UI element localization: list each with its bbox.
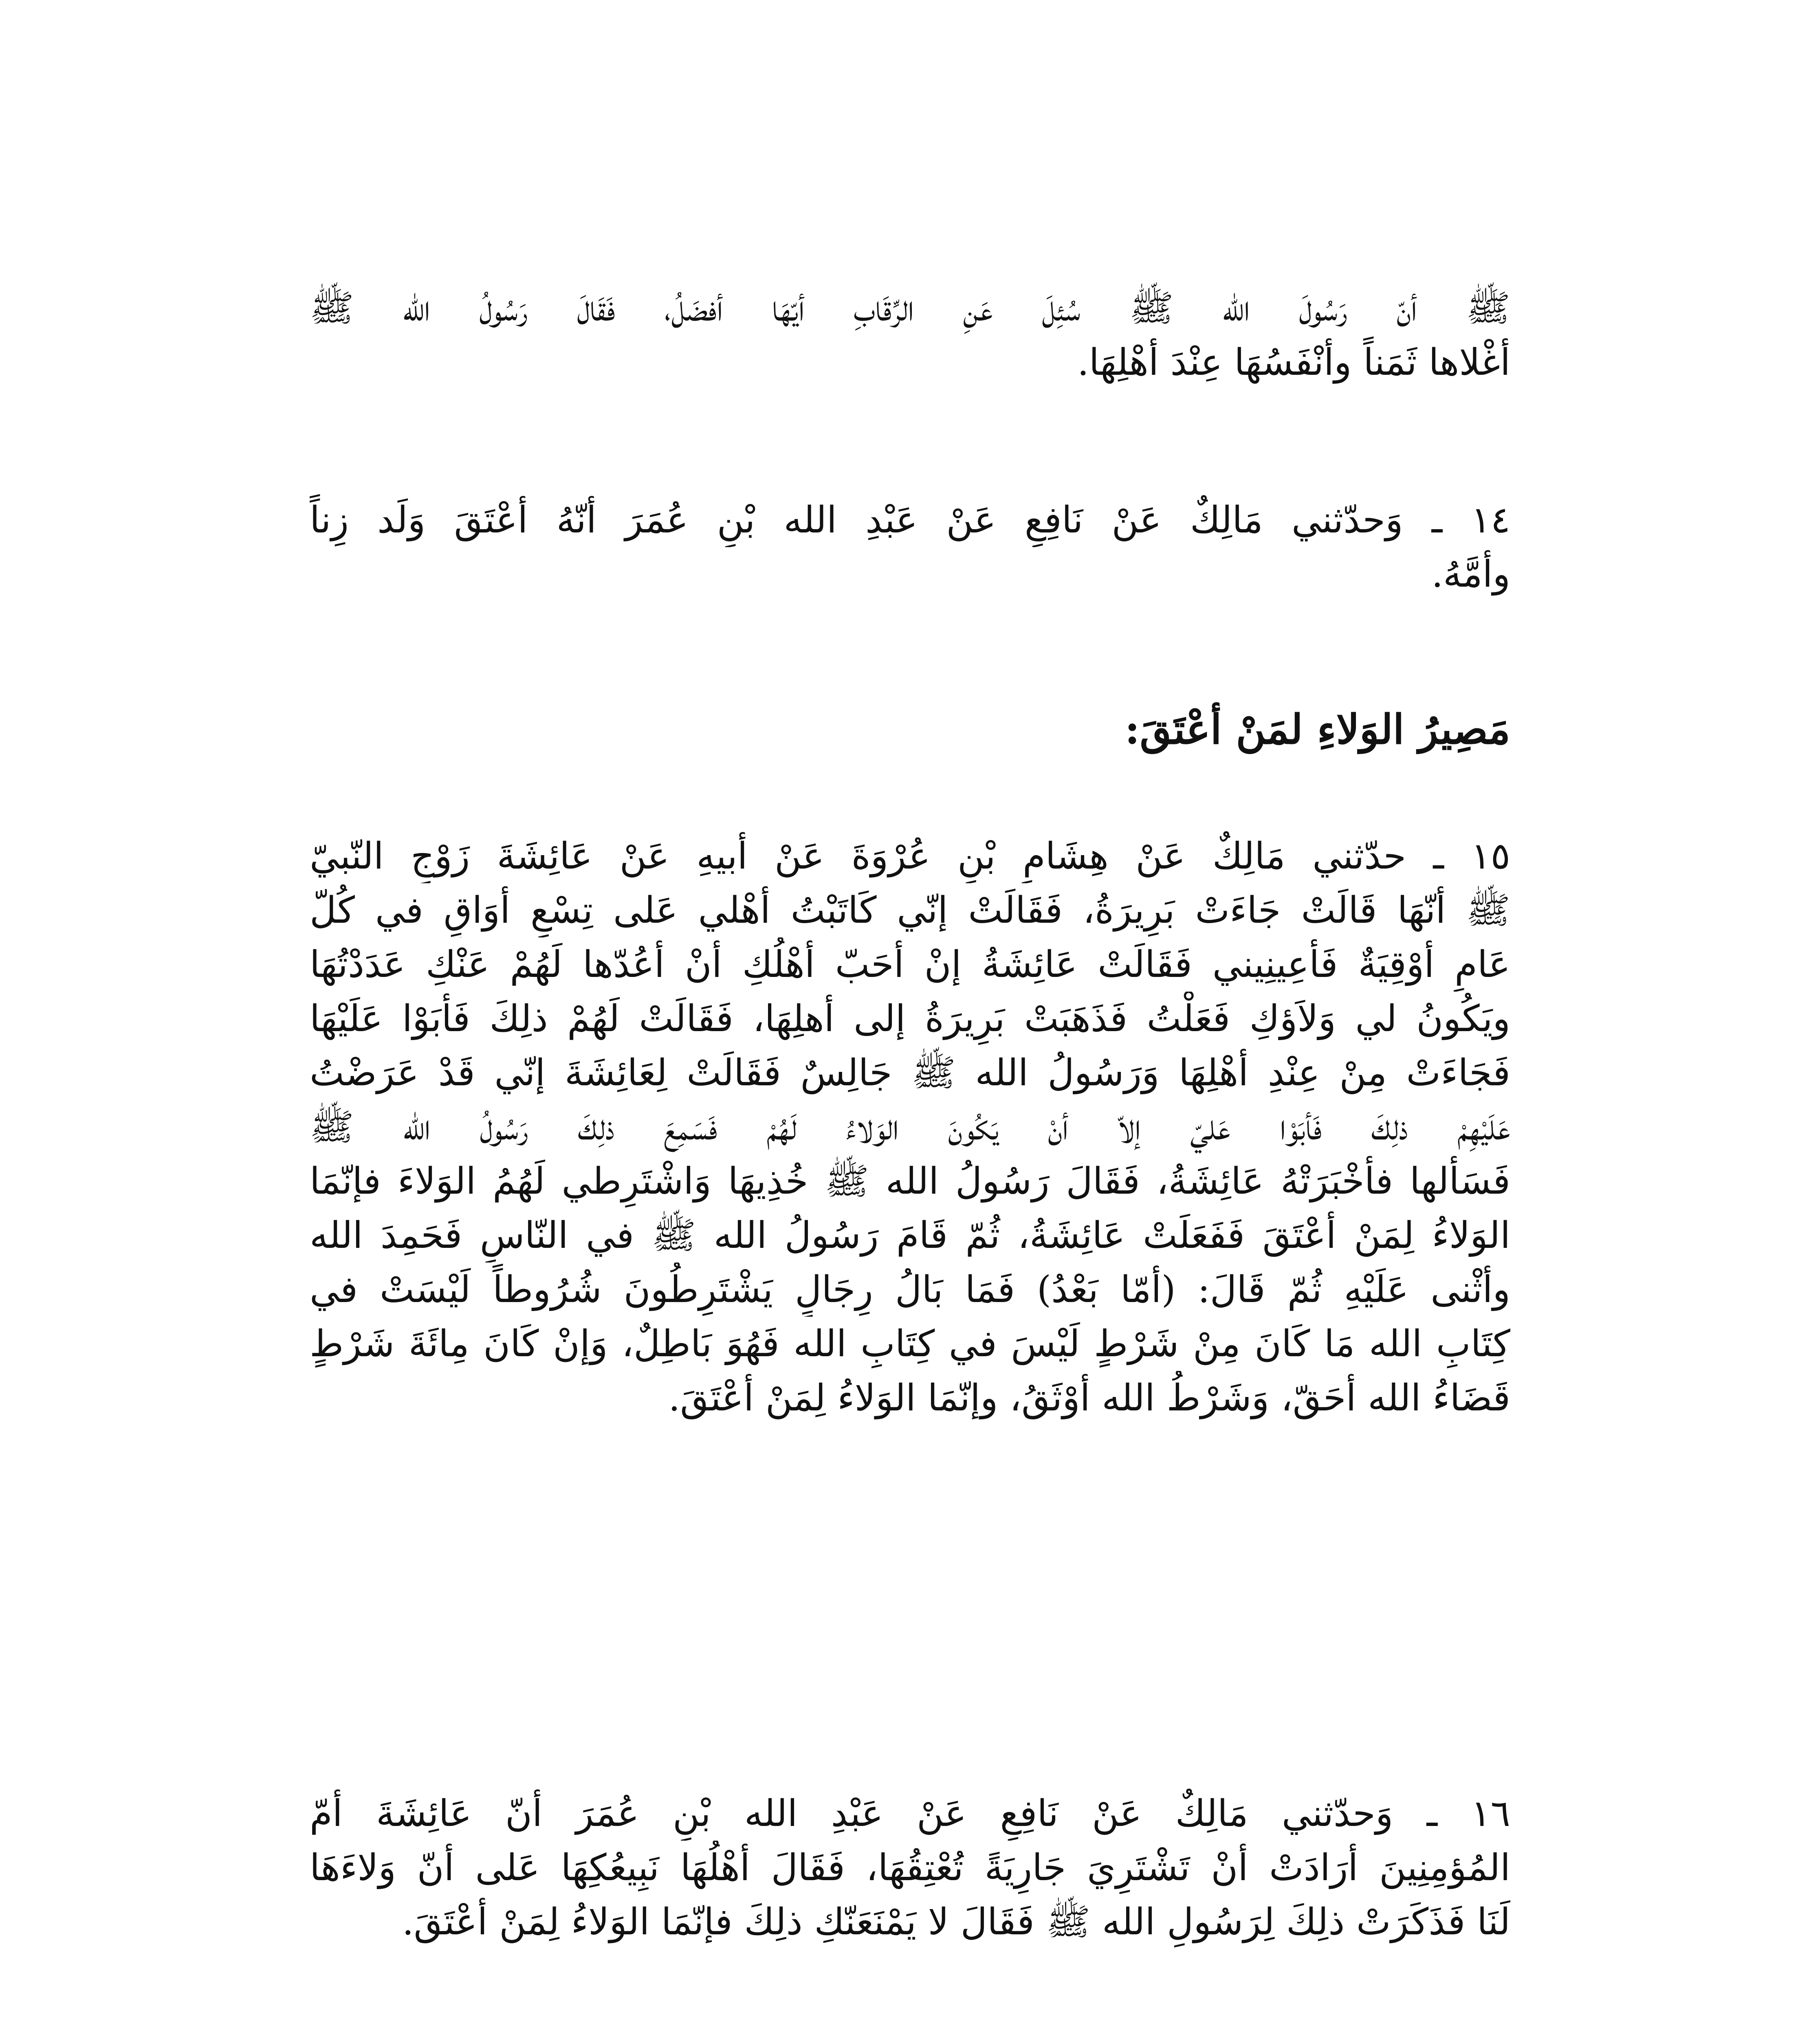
text-line: أغْلاها ثَمَناً وأنْفَسُهَا عِنْدَ أهْلِهَا. [1077, 341, 1510, 384]
paragraph-14 [310, 493, 1510, 601]
text-line: الوَلاءُ لِمَنْ أعْتَقَ فَفَعَلَتْ عَائِشَةُ، ثُمّ قَامَ رَسُولُ الله ﷺ في النّاسِ فَحَمِدَ الله [310, 1214, 1510, 1257]
text-line: فَجَاءَتْ مِنْ عِنْدِ أهْلِهَا وَرَسُولُ الله ﷺ جَالِسٌ فَقَالَتْ لِعَائِشَةَ إنّي قَدْ عَرَضْتُ [310, 1051, 1510, 1094]
text-line: ١٤ ـ وَحدّثني مَالِكٌ عَنْ نَافِعٍ عَنْ عَبْدِ الله بْنِ عُمَرَ أنّهُ أعْتَقَ وَلَد زِناً [310, 499, 1510, 541]
text-line: ١٦ ـ وَحدّثني مَالِكٌ عَنْ نَافِعٍ عَنْ عَبْدِ الله بْنِ عُمَرَ أنّ عَائِشَةَ أمّ [310, 1792, 1510, 1835]
section-heading: مَصِيرُ الوَلاءِ لمَنْ أعْتَقَ: [1125, 705, 1510, 753]
text-line: فَسَألها فأخْبَرَتْهُ عَائِشَةُ، فَقَالَ رَسُولُ الله ﷺ خُذِيهَا وَاشْتَرِطي لَهُمُ الوَلاءَ فإنّمَا [310, 1160, 1510, 1203]
text-line: ويَكُونُ لي وَلاَؤكِ فَعَلْتُ فَذَهَبَتْ بَرِيرَةُ إلى أهلِهَا، فَقَالَتْ لَهُمْ ذلِكَ فَأبَوْا عَلَيْهَا [310, 997, 1510, 1040]
text-line: ﷺ أنّ رَسُولَ الله ﷺ سُئِلَ عَنِ الرِّقَابِ أيّهَا أفضَلُ، فَقَالَ رَسُولُ الله ﷺ [310, 287, 1510, 330]
text-line: كِتَابِ الله مَا كَانَ مِنْ شَرْطٍ لَيْسَ في كِتَابِ الله فَهُوَ بَاطِلٌ، وَإنْ كَانَ مِائَةَ شَرْطٍ [310, 1322, 1510, 1365]
text-line: قَضَاءُ الله أحَقّ، وَشَرْطُ الله أوْثَقُ، وإنّمَا الوَلاءُ لِمَنْ أعْتَقَ. [668, 1377, 1510, 1419]
paragraph-15 [310, 829, 1510, 1425]
paragraph-16 [310, 1786, 1510, 1949]
text-line: وأمَّهُ. [1431, 553, 1510, 596]
text-line: وأثْنى عَلَيْهِ ثُمّ قَالَ: (أمّا بَعْدُ) فَمَا بَالُ رِجَالٍ يَشْتَرِطُونَ شُرُوطاً لَيْسَتْ في [310, 1268, 1510, 1311]
text-line: عَلَيْهِمْ ذلِكَ فَأبَوْا عَليّ إلاّ أنْ يَكُونَ الوَلاءُ لَهُمْ فَسَمِعَ ذلِكَ رَسُولُ الله ﷺ [310, 1106, 1510, 1148]
text-line: ١٥ ـ حدّثني مَالِكٌ عَنْ هِشَامِ بْنِ عُرْوَةَ عَنْ أبيهِ عَنْ عَائِشَةَ زَوْجِ النّبيّ [310, 835, 1510, 878]
text-line: عَامٍ أوْقِيَةٌ فَأعِينِيني فَقَالَتْ عَائِشَةُ إنْ أحَبّ أهْلُكِ أنْ أعُدّها لَهُمْ عَنْكِ عَدَدْتُهَا [310, 943, 1510, 986]
text-line: لَنَا فَذَكَرَتْ ذلِكَ لِرَسُولِ الله ﷺ فَقَالَ لا يَمْنَعَنّكِ ذلِكَ فإنّمَا الوَلاءُ لِمَنْ أعْتَقَ. [402, 1901, 1510, 1943]
paragraph-intro [310, 281, 1510, 389]
text-line: المُؤمِنِينَ أرَادَتْ أنْ تَشْتَرِيَ جَارِيَةً تُعْتِقُهَا، فَقَالَ أهْلُهَا نَبِيعُكِهَا عَلى أنّ وَلاءَهَا [310, 1846, 1510, 1889]
text-line: ﷺ أنّهَا قَالَتْ جَاءَتْ بَرِيرَةُ، فَقَالَتْ إنّي كَاتَبْتُ أهْلي عَلى تِسْعِ أوَاقٍ في كُلّ [310, 889, 1510, 932]
